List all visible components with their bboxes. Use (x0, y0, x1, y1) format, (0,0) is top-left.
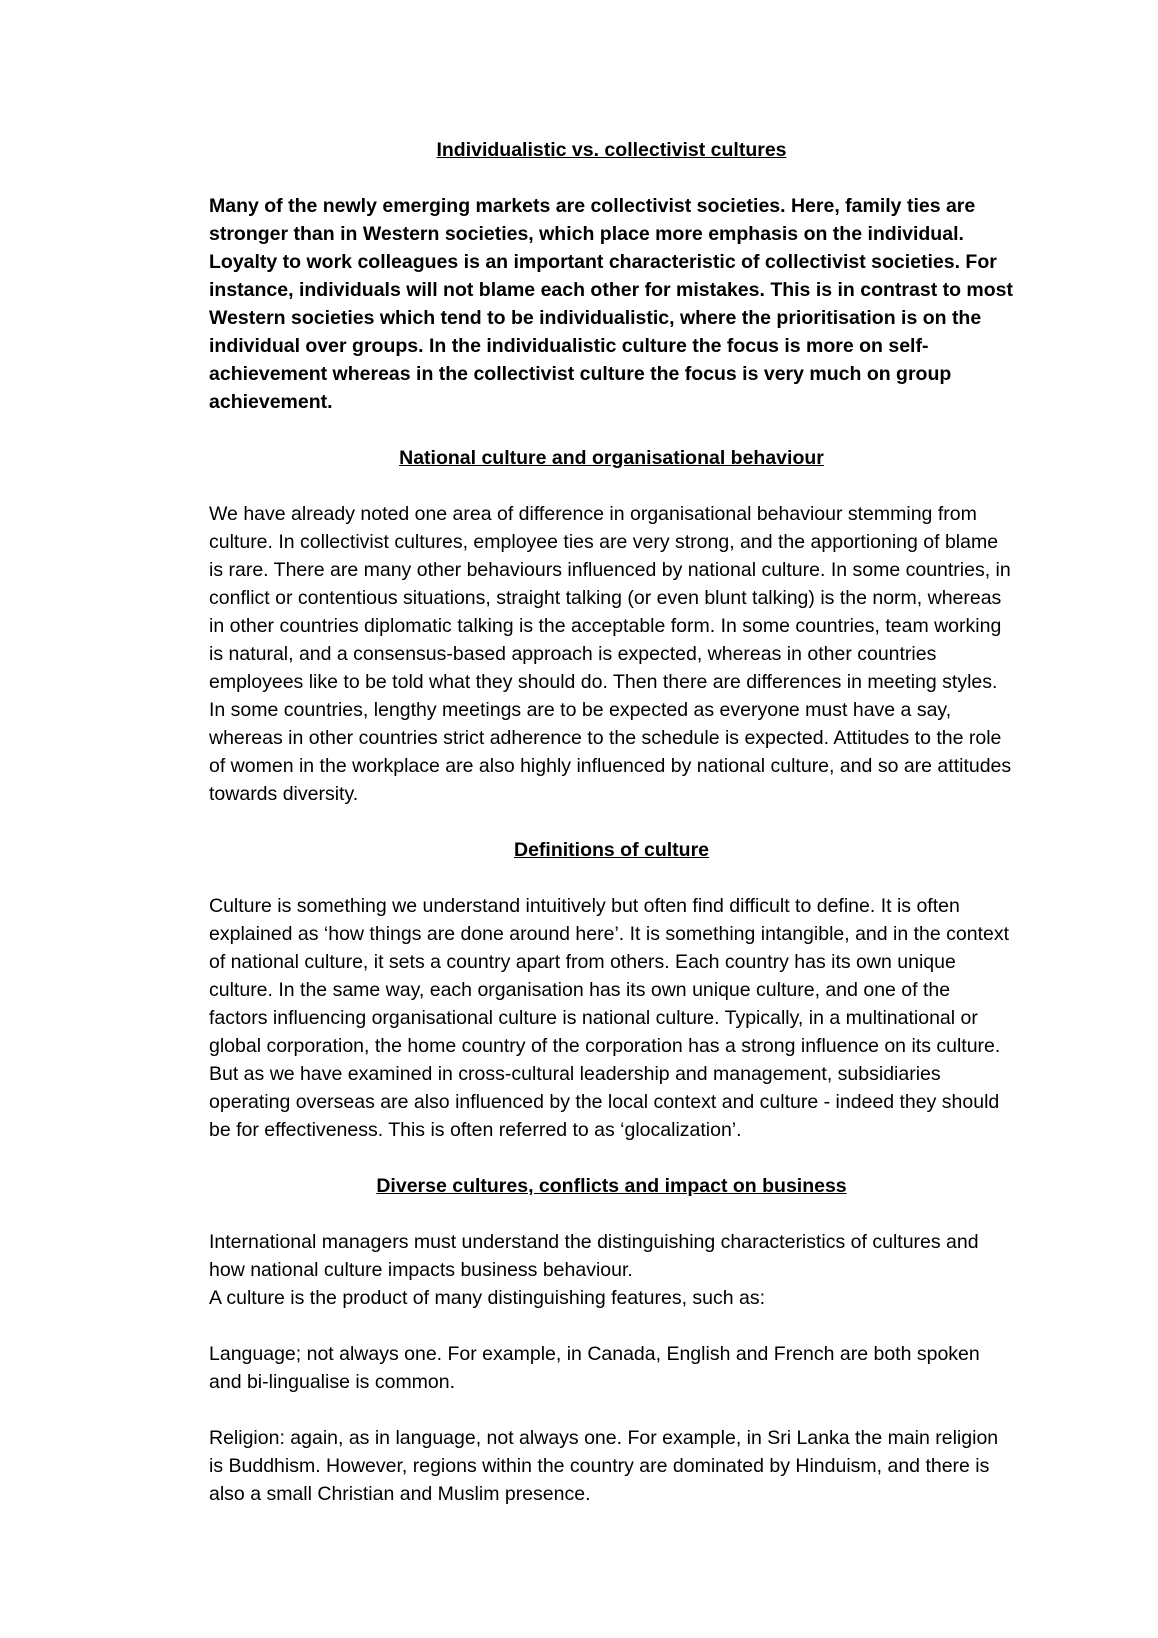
paragraph-religion: Religion: again, as in language, not always one. For example, in Sri Lanka the main religion is Buddhism. However, regions within the country are dominated by Hinduism, and there is also a small Christian and Muslim presence. (209, 1427, 999, 1505)
section-heading-diverse-cultures: Diverse cultures, conflicts and impact on business (376, 1175, 847, 1197)
paragraph-features-intro: A culture is the product of many distinguishing features, such as: (209, 1287, 766, 1309)
paragraph-definitions: Culture is something we understand intuitively but often find difficult to define. It is often explained as ‘how things are done around here’. It is something intangible, and in the context of national culture, it sets a country apart from others. Each country has its own unique culture. In the same way, each organisation has its own unique culture, and one of the factors influencing organisational culture is national culture. Typically, in a multinational or global corporation, the home country of the corporation has a strong influence on its culture. But as we have examined in cross-cultural leadership and management, subsidiaries operating overseas are also influenced by the local context and culture - indeed they should be for effectiveness. This is often referred to as ‘glocalization’. (209, 895, 1010, 1141)
section-heading-definitions: Definitions of culture (514, 839, 709, 861)
paragraph-language: Language; not always one. For example, in Canada, English and French are both spoken and bi-lingualise is common. (209, 1343, 980, 1393)
section-heading-individualistic: Individualistic vs. collectivist cultures (436, 139, 787, 161)
paragraph-managers: International managers must understand the distinguishing characteristics of cultures and how national culture impacts business behaviour. (209, 1231, 979, 1281)
section-heading-national-culture: National culture and organisational behaviour (399, 447, 824, 469)
paragraph-individualistic: Many of the newly emerging markets are collectivist societies. Here, family ties are stronger than in Western societies, which place more emphasis on the individual. Loyalty to work colleagues is an important characteristic of collectivist societies. For instance, individuals will not blame each other for mistakes. This is in contrast to most Western societies which tend to be individualistic, where the prioritisation is on the individual over groups. In the individualistic culture the focus is more on self-achievement whereas in the collectivist culture the focus is very much on group achievement. (209, 195, 1014, 413)
document-page (209, 136, 1014, 1536)
paragraph-national-culture: We have already noted one area of difference in organisational behaviour stemming from culture. In collectivist cultures, employee ties are very strong, and the apportioning of blame is rare. There are many other behaviours influenced by national culture. In some countries, in conflict or contentious situations, straight talking (or even blunt talking) is the norm, whereas in other countries diplomatic talking is the acceptable form. In some countries, team working is natural, and a consensus-based approach is expected, whereas in other countries employees like to be told what they should do. Then there are differences in meeting styles. In some countries, lengthy meetings are to be expected as everyone must have a say, whereas in other countries strict adherence to the schedule is expected. Attitudes to the role of women in the workplace are also highly influenced by national culture, and so are attitudes towards diversity. (209, 503, 1012, 805)
